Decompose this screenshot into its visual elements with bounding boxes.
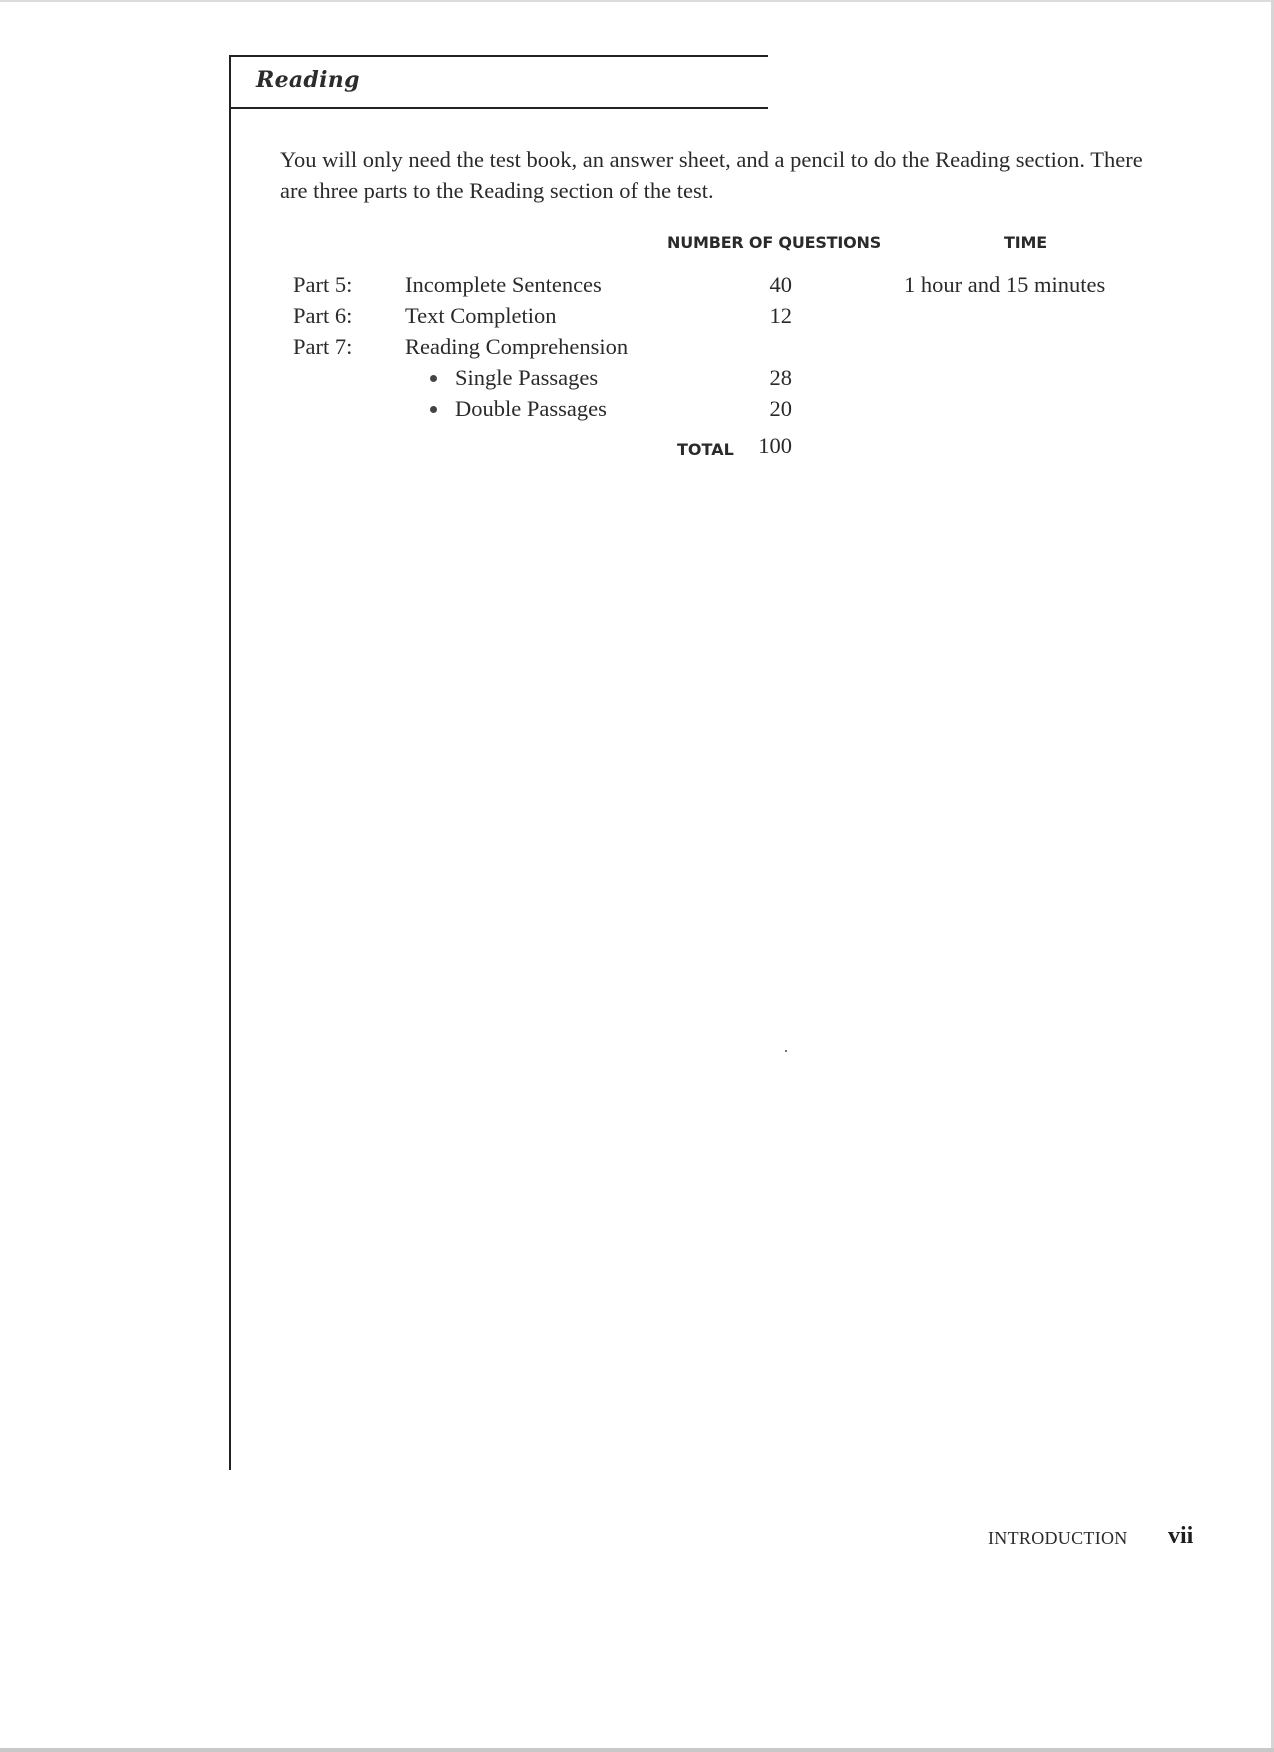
row-part-7-name: Reading Comprehension [405,334,629,359]
row-part-5-time: 1 hour and 15 minutes [904,272,1106,297]
row-part-5-name: Incomplete Sentences [405,272,602,297]
page-top-edge [0,0,1274,2]
footer-page-number: vii [1168,1523,1194,1549]
page-bottom-edge [0,1748,1274,1752]
total-value: 100 [758,433,792,458]
subrow-single-passages-name: Single Passages [455,365,599,390]
row-part-6-name: Text Completion [405,303,557,328]
row-part-5-label: Part 5: [293,272,353,297]
footer-section-label: INTRODUCTION [988,1528,1128,1548]
subrow-double-passages-questions: 20 [769,396,792,421]
bullet-icon [430,375,437,382]
row-part-5-questions: 40 [769,272,792,297]
subrow-double-passages-name: Double Passages [455,396,607,421]
heading-bottom-rule [229,107,768,109]
scan-speck [785,1050,787,1052]
intro-paragraph: You will only need the test book, an answer sheet, and a pencil to do the Reading section. There are three parts to the Reading section of the test. [280,147,1143,203]
total-label: TOTAL [677,440,734,459]
heading-top-rule [229,55,768,57]
row-part-6-label: Part 6: [293,303,353,328]
section-heading: Reading [256,67,360,93]
subrow-single-passages-questions: 28 [769,365,792,390]
bullet-icon [430,406,437,413]
row-part-7-label: Part 7: [293,334,353,359]
section-left-rule [229,55,231,1470]
header-number-of-questions: NUMBER OF QUESTIONS [667,233,882,252]
row-part-6-questions: 12 [769,303,792,328]
header-time: TIME [1004,233,1047,252]
